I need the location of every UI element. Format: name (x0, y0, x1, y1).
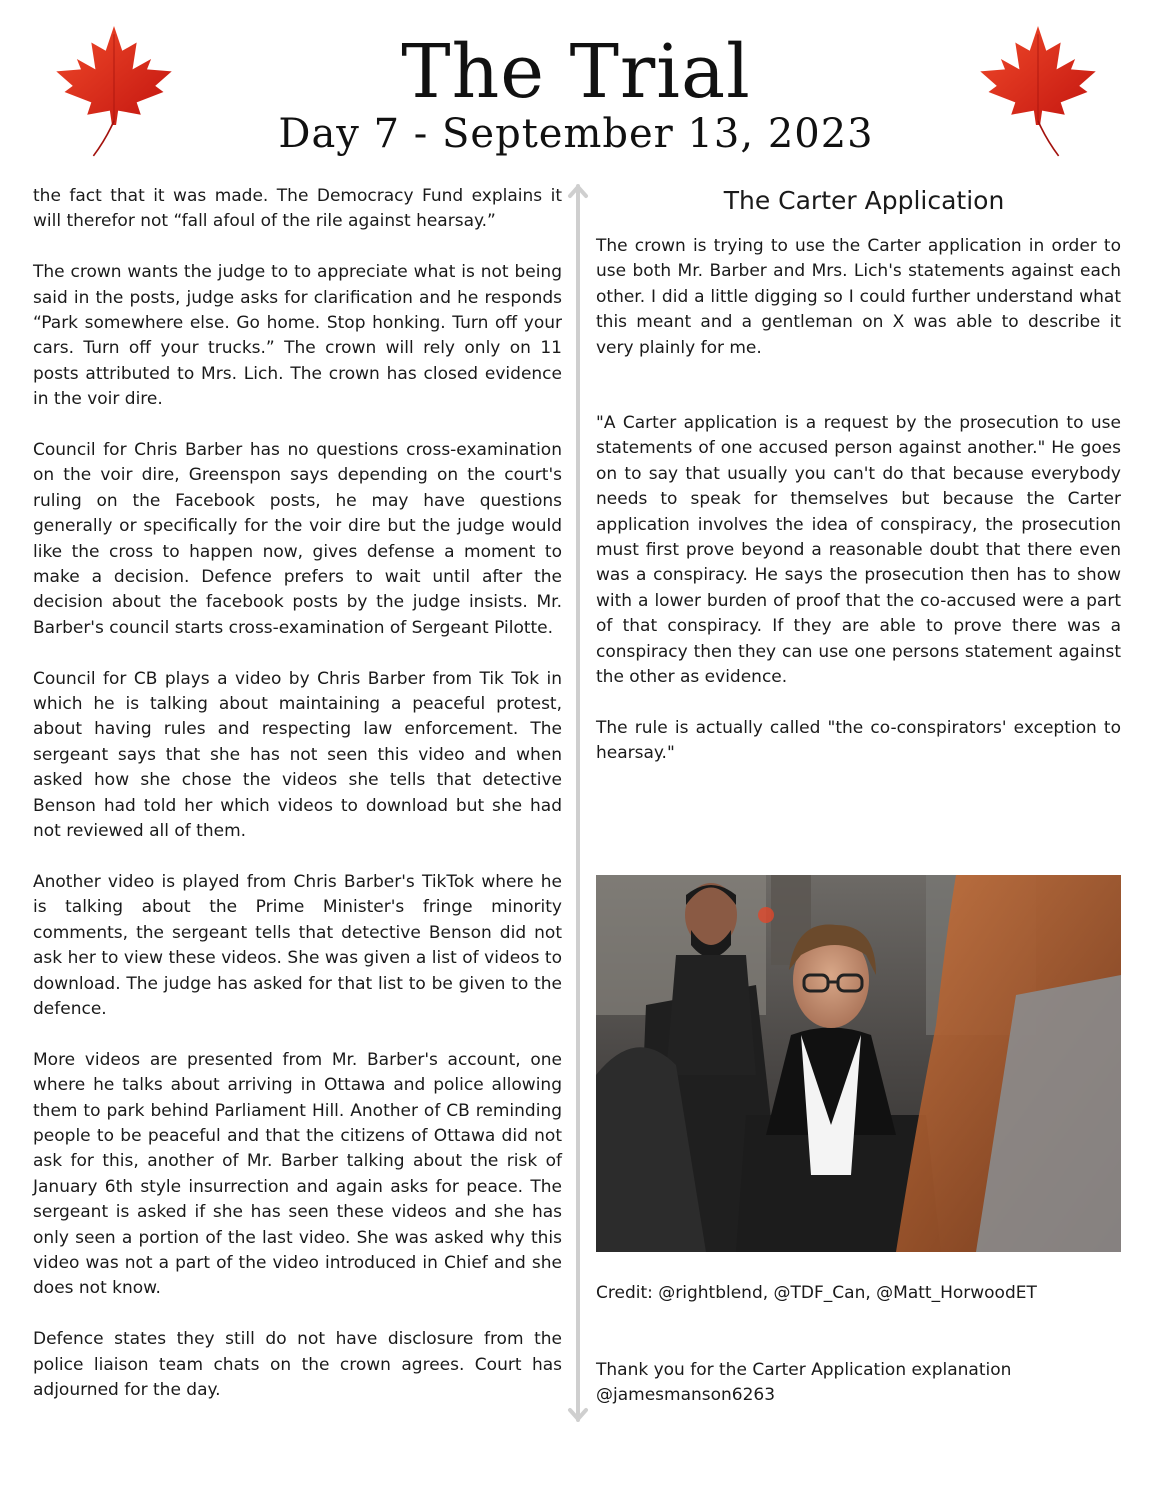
thanks-line: Thank you for the Carter Application explanation (596, 1360, 1012, 1380)
right-paragraph: "A Carter application is a request by the prosecution to use statements of one accused person against another." He goes on to say that usually you can't do that because everybody needs to speak for themselves but because the Carter application involves the idea of conspiracy, the prosecution must first prove beyond a reasonable doubt that there even was a conspiracy. He says the prosecution then has to show with a lower burden of proof that the co-accused were a part of that conspiracy. If they are able to prove there was a conspiracy then they can use one persons statement against the other as evidence. (596, 413, 1121, 688)
left-paragraph: More videos are presented from Mr. Barber's account, one where he talks about arriving in Ottawa and police allowing them to park behind Parliament Hill. Another of CB reminding people to be peaceful and that the citizens of Ottawa did not ask for this, another of Mr. Barber talking about the risk of January 6th style insurrection and again asks for peace. The sergeant is asked if she has seen these videos and she has only seen a portion of the last video. She was asked why this video was not a part of the video introduced in Chief and she does not know. (33, 1049, 562, 1299)
page-subtitle: Day 7 - September 13, 2023 (278, 111, 874, 157)
page-header (0, 0, 1152, 180)
double-arrow-divider (567, 182, 589, 1424)
page-title: The Trial (401, 29, 751, 115)
thanks-handle: @jamesmanson6263 (596, 1385, 776, 1406)
left-column (33, 184, 562, 1429)
section-title: The Carter Application (723, 186, 1005, 215)
photo-illustration (596, 875, 1121, 1252)
left-paragraph: Another video is played from Chris Barber's TikTok where he is talking about the Prime Minister's fringe minority comments, the sergeant tells that detective Benson did not ask her to view these videos. She was given a list of videos to download. The judge has asked for that list to be given to the defence. (33, 871, 562, 1019)
news-photo (596, 875, 1121, 1252)
maple-leaf-icon (976, 24, 1100, 158)
left-paragraph: the fact that it was made. The Democracy Fund explains it will therefor not “fall afoul of the rile against hearsay.” (33, 186, 562, 232)
left-paragraph: Council for Chris Barber has no questions cross-examination on the voir dire, Greenspon says depending on the court's ruling on the Facebook posts, he may have questions generally or specifically for the voir dire but the judge would like the cross to happen now, gives defense a moment to make a decision. Defence prefers to wait until after the decision about the facebook posts by the judge insists. Mr. Barber's council starts cross-examination of Sergeant Pilotte. (33, 440, 562, 638)
right-paragraph: The rule is actually called "the co-conspirators' exception to hearsay." (596, 717, 1121, 764)
left-paragraph: The crown wants the judge to to appreciate what is not being said in the posts, judge asks for clarification and he responds “Park somewhere else. Go home. Stop honking. Turn off your cars. Turn off your trucks.” The crown will rely only on 11 posts attributed to Mrs. Lich. The crown has closed evidence in the voir dire. (33, 262, 562, 410)
right-paragraph: The crown is trying to use the Carter application in order to use both Mr. Barber and Mrs. Lich's statements against each other. I did a little digging so I could further understand what this meant and a gentleman on X was able to describe it very plainly for me. (596, 236, 1121, 358)
left-paragraph: Council for CB plays a video by Chris Barber from Tik Tok in which he is talking about maintaining a peaceful protest, about having rules and respecting law enforcement. The sergeant says that she has not seen this video and when asked how she chose the videos she tells that detective Benson had told her which videos to download but she had not reviewed all of them. (33, 668, 562, 842)
thanks-note (596, 1358, 1136, 1409)
photo-credit: Credit: @rightblend, @TDF_Can, @Matt_HorwoodET (596, 1283, 1037, 1303)
right-column (596, 234, 1121, 792)
left-paragraph: Defence states they still do not have disclosure from the police liaison team chats on the crown agrees. Court has adjourned for the day. (33, 1329, 562, 1400)
